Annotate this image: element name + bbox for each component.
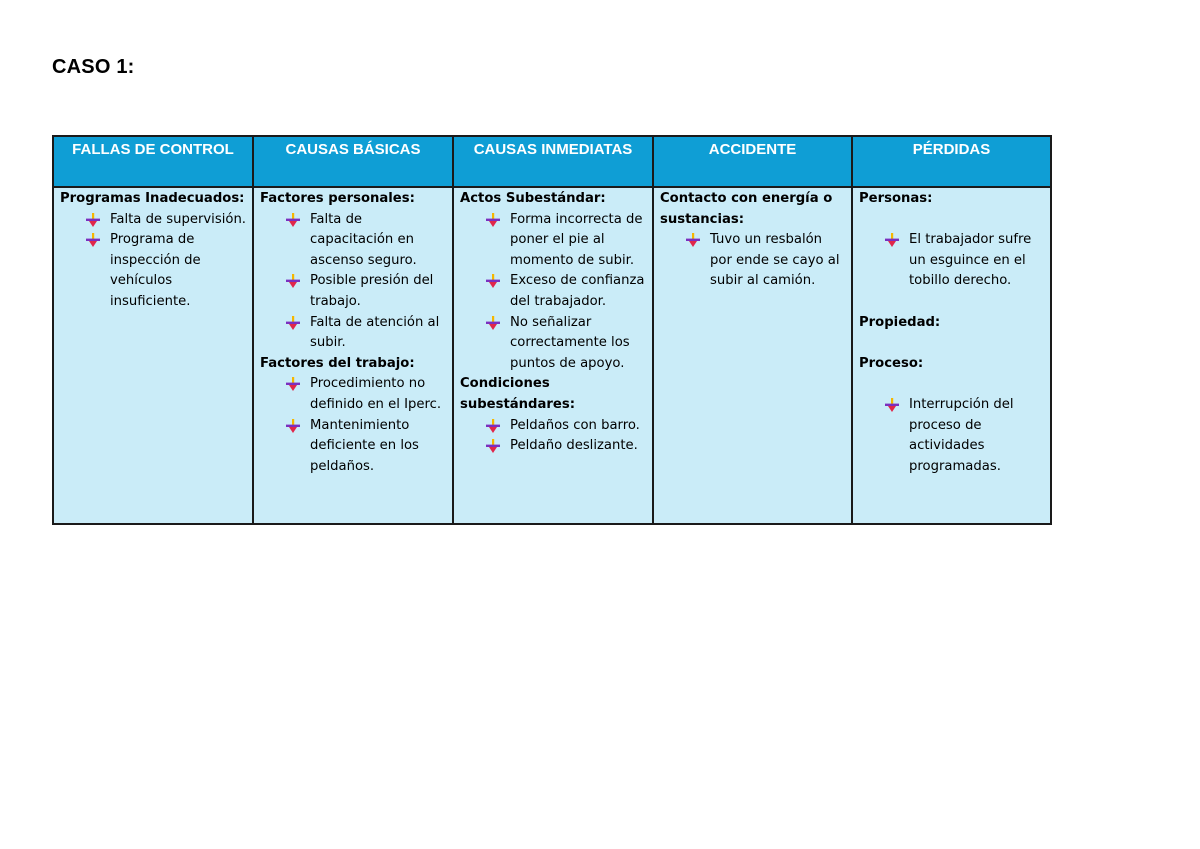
list-item	[286, 271, 446, 312]
list-item-text: Programa de inspección de vehículos insuficiente.	[110, 232, 201, 309]
list-item-text: Tuvo un resbalón por ende se cayo al subir al camión.	[710, 232, 840, 289]
list-item	[286, 416, 446, 478]
bullet-list	[260, 374, 446, 477]
list-item	[486, 436, 646, 457]
list-item-text: Mantenimiento deficiente en los peldaños.	[310, 417, 419, 474]
arrow-bullet-icon	[486, 419, 500, 433]
table-row	[53, 187, 1051, 524]
list-item-text: No señalizar correctamente los puntos de apoyo.	[510, 314, 630, 371]
cell-accidente	[653, 187, 852, 524]
list-item-text: Falta de supervisión.	[110, 211, 246, 227]
list-item	[486, 210, 646, 272]
group-title: Actos Subestándar:	[460, 191, 606, 206]
bullet-list	[859, 230, 1044, 292]
group-title: Programas Inadecuados:	[60, 191, 245, 206]
bullet-list	[460, 416, 646, 457]
header-fallas-de-control: FALLAS DE CONTROL	[53, 136, 253, 187]
header-accidente: ACCIDENTE	[653, 136, 852, 187]
list-item-text: Exceso de confianza del trabajador.	[510, 273, 645, 309]
list-item-text: Forma incorrecta de poner el pie al momento de subir.	[510, 211, 643, 268]
header-perdidas: PÉRDIDAS	[852, 136, 1051, 187]
arrow-bullet-icon	[486, 439, 500, 453]
arrow-bullet-icon	[885, 398, 899, 412]
group-title: Condiciones subestándares:	[460, 376, 575, 412]
arrow-bullet-icon	[885, 233, 899, 247]
page-title: CASO 1:	[52, 56, 135, 78]
arrow-bullet-icon	[286, 274, 300, 288]
spacer	[859, 292, 1044, 313]
list-item	[686, 230, 845, 292]
spacer	[859, 333, 1044, 354]
arrow-bullet-icon	[486, 274, 500, 288]
arrow-bullet-icon	[86, 233, 100, 247]
list-item-text: Posible presión del trabajo.	[310, 273, 434, 309]
list-item-text: El trabajador sufre un esguince en el tobillo derecho.	[909, 232, 1032, 289]
list-item	[486, 416, 646, 437]
list-item	[486, 271, 646, 312]
group-title: Personas:	[859, 191, 933, 206]
list-item-text: Falta de atención al subir.	[310, 314, 440, 351]
arrow-bullet-icon	[86, 213, 100, 227]
list-item	[885, 230, 1044, 292]
arrow-bullet-icon	[286, 377, 300, 391]
list-item-text: Falta de capacitación en ascenso seguro.	[310, 211, 417, 268]
table-header-row	[53, 136, 1051, 187]
group-title: Factores del trabajo:	[260, 355, 415, 371]
arrow-bullet-icon	[686, 233, 700, 247]
header-causas-basicas: CAUSAS BÁSICAS	[253, 136, 453, 187]
list-item-text: Peldaños con barro.	[510, 417, 640, 433]
analysis-table	[52, 135, 1052, 525]
group-title: Propiedad:	[859, 314, 941, 330]
spacer	[859, 210, 1044, 231]
spacer	[859, 374, 1044, 395]
list-item	[286, 210, 446, 272]
arrow-bullet-icon	[286, 316, 300, 330]
list-item	[885, 395, 1044, 477]
cell-causas-basicas	[253, 187, 453, 524]
bullet-list	[660, 230, 845, 292]
arrow-bullet-icon	[286, 213, 300, 227]
group-title: Factores personales:	[260, 191, 415, 206]
cell-perdidas	[852, 187, 1051, 524]
list-item	[286, 374, 446, 415]
cell-fallas-de-control	[53, 187, 253, 524]
list-item-text: Procedimiento no definido en el Iperc.	[310, 376, 442, 412]
list-item-text: Interrupción del proceso de actividades programadas.	[909, 396, 1014, 474]
bullet-list	[859, 395, 1044, 477]
group-title: Contacto con energía o sustancias:	[660, 191, 833, 227]
cell-causas-inmediatas	[453, 187, 653, 524]
header-causas-inmediatas: CAUSAS INMEDIATAS	[453, 136, 653, 187]
bullet-list	[60, 210, 246, 313]
list-item	[86, 210, 246, 231]
arrow-bullet-icon	[286, 419, 300, 433]
bullet-list	[260, 210, 446, 354]
list-item	[86, 230, 246, 312]
list-item	[286, 313, 446, 354]
list-item	[486, 313, 646, 375]
list-item-text: Peldaño deslizante.	[510, 438, 638, 454]
bullet-list	[460, 210, 646, 375]
arrow-bullet-icon	[486, 213, 500, 227]
arrow-bullet-icon	[486, 316, 500, 330]
group-title: Proceso:	[859, 355, 924, 371]
